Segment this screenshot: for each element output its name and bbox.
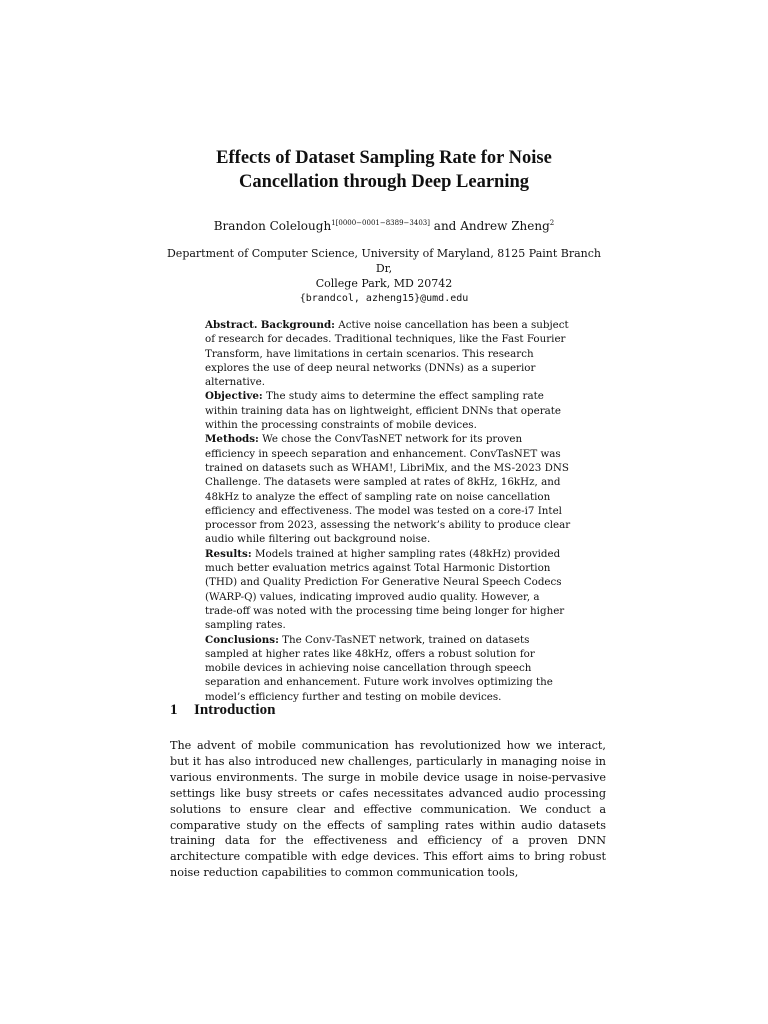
abstract [205,318,571,704]
title-line-1: Effects of Dataset Sampling Rate for Noise [216,148,552,168]
conclusions-label: Conclusions: [205,633,279,646]
background-label: Background: [260,319,335,331]
author-1-affiliation-mark: 1 [331,219,336,227]
section-heading-introduction [170,700,275,720]
objective-text: The study aims to determine the effect sampling rate within training data has on lightweight, efficient DNNs that operate within the processing constraints of mobile devices. [205,390,561,432]
conclusions-text: The Conv-TasNET network, trained on datasets sampled at higher rates like 48kHz, offers a robust solution for mobile devices in achieving noise cancellation through speech separation and enhancement. Future work involves optimizing the model’s efficiency further and testing on mobile devices. [205,633,553,703]
methods-label: Methods: [205,433,259,446]
affiliation [160,246,608,306]
abstract-results [205,547,571,633]
title-line-2: Cancellation through Deep Learning [238,172,530,192]
author-1-orcid[interactable]: [0000−0001−8389−3403] [335,219,430,227]
author-emails[interactable]: {brandcol, azheng15}@umd.edu [299,293,469,304]
section-number: 1 [170,702,178,718]
background-text: Active noise cancellation has been a subject of research for decades. Traditional techniques, like the Fast Fourier Transform, have limitations in certain scenarios. This research explores the use of deep neural networks (DNNs) as a superior alternative. [205,319,569,389]
author-2-affiliation-mark: 2 [549,219,555,227]
abstract-methods [205,432,571,546]
results-label: Results: [205,547,252,560]
abstract-label: Abstract. [205,319,258,331]
abstract-background [205,318,571,389]
author-conjunction: and [433,219,457,233]
objective-label: Objective: [205,390,263,403]
abstract-conclusions [205,633,571,704]
author-line [100,215,668,234]
author-2-name: Andrew Zheng [460,219,550,233]
affiliation-line-2 [160,276,608,306]
section-title: Introduction [194,702,276,718]
abstract-objective [205,389,571,432]
introduction-paragraph: The advent of mobile communication has revolutionized how we interact, but it has also introduced new challenges, particularly in managing noise in various environments. The surge in mobile device usage in noise-pervasive settings like busy streets or cafes necessitates advanced audio processing solutions to ensure clear and effective communication. We conduct a comparative study on the effects of sampling rates within audio datasets training data for the effectiveness and efficiency of a proven DNN architecture compatible with edge devices. This effort aims to bring robust noise reduction capabilities to common communication tools, [170,739,606,880]
methods-text: We chose the ConvTasNET network for its proven efficiency in speech separation and enhancement. ConvTasNET was trained on datasets such as WHAM!, LibriMix, and the MS-2023 DNS Challenge. The datasets were sampled at rates of 8kHz, 16kHz, and 48kHz to analyze the effect of sampling rate on noise cancellation efficiency and effectiveness. The model was tested on a core-i7 Intel processor from 2023, assessing the network’s ability to produce clear audio while filtering out background noise. [205,433,571,546]
affiliation-line-1: Department of Computer Science, University of Maryland, 8125 Paint Branch Dr, [166,247,602,275]
paper-title [120,146,648,194]
results-text: Models trained at higher sampling rates (48kHz) provided much better evaluation metrics against Total Harmonic Distortion (THD) and Quality Prediction For Generative Neural Speech Codecs (WARP-Q) values, indicating improved audio quality. However, a trade-off was noted with the processing time being longer for higher sampling rates. [205,547,565,632]
affiliation-address: College Park, MD 20742 [315,277,453,290]
author-1-name: Brandon Colelough [213,219,332,233]
